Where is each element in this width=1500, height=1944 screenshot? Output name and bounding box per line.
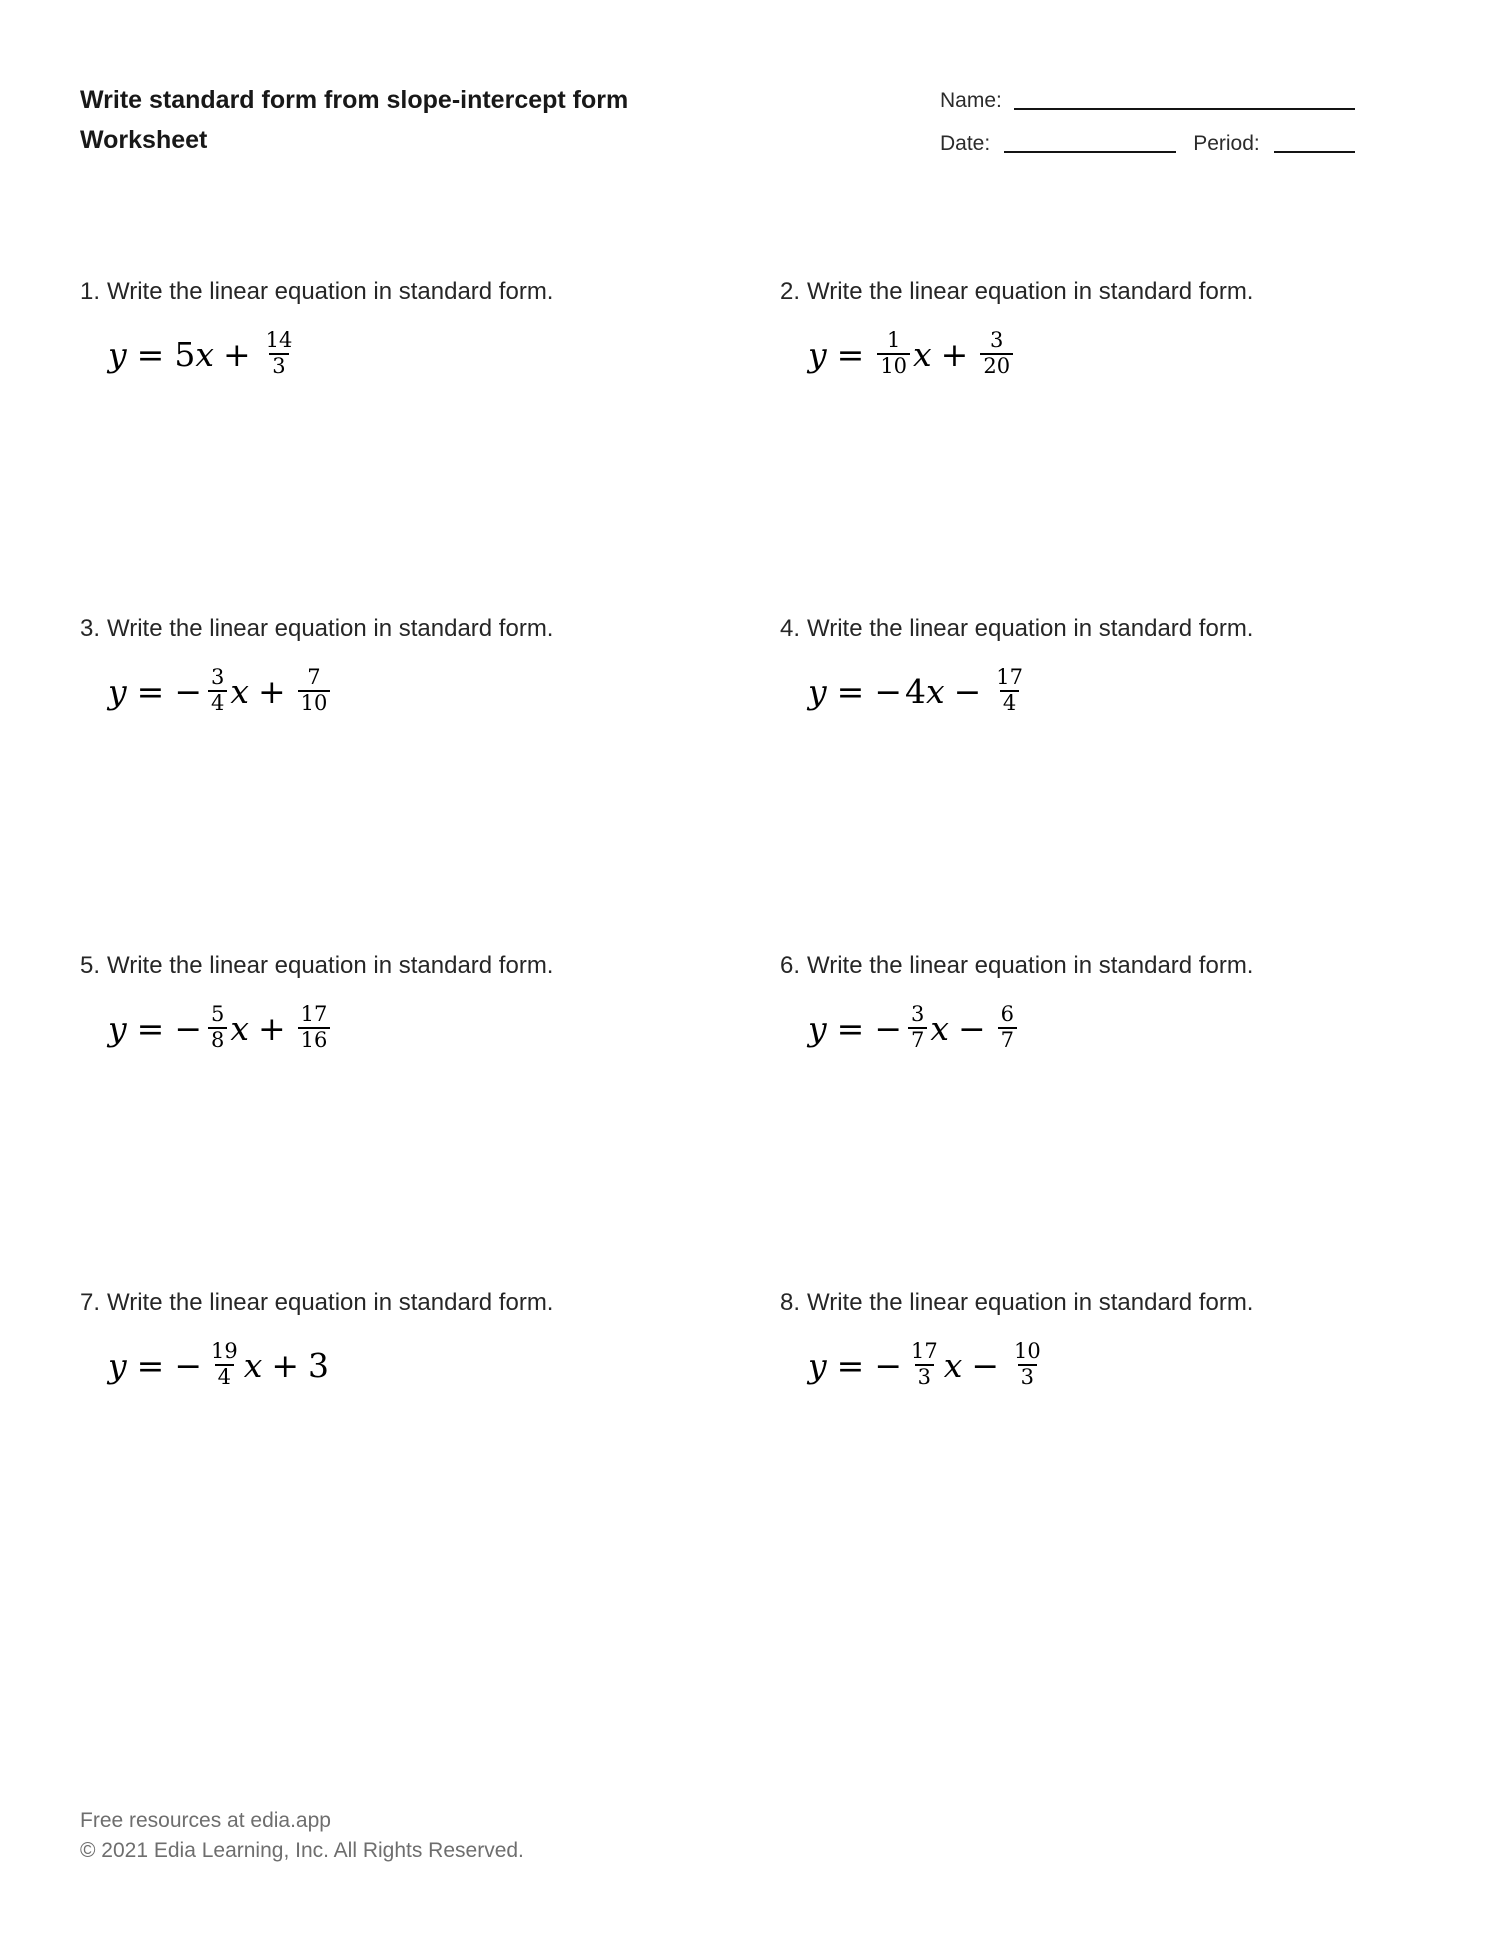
problem-prompt: [80, 1288, 780, 1318]
math-token: x: [943, 1345, 963, 1385]
math-token: −: [874, 1345, 902, 1385]
math-token: 3: [307, 1345, 329, 1385]
problem-equation: [808, 1339, 1420, 1391]
problem-prompt-text: Write the linear equation in standard form.: [107, 1289, 554, 1316]
math-token: −: [874, 671, 902, 711]
math-token: y: [108, 1008, 127, 1048]
problem: [780, 277, 1420, 614]
math-token: +: [222, 334, 251, 374]
math-token: −: [174, 671, 202, 711]
math-token: −: [874, 1008, 902, 1048]
fraction: $\frac{6}{7}$: [998, 1003, 1017, 1052]
fraction: $\frac{19}{4}$: [210, 1339, 238, 1389]
problem-prompt: [80, 614, 780, 644]
problem-prompt: [80, 951, 780, 981]
math-token: −: [174, 1008, 202, 1048]
problem-prompt-text: Write the linear equation in standard form.: [807, 615, 1254, 642]
problem-prompt-text: Write the linear equation in standard form.: [107, 952, 554, 979]
problem-prompt: [80, 277, 780, 307]
math-token: y: [108, 671, 127, 711]
problem-number: 6.: [780, 952, 801, 979]
math-token: =: [136, 1008, 165, 1048]
math-token: +: [257, 1008, 286, 1048]
problem: [80, 614, 780, 951]
footer-copyright-line: © 2021 Edia Learning, Inc. All Rights Reserved.: [80, 1839, 524, 1862]
problem-number: 4.: [780, 615, 801, 642]
math-token: =: [836, 1008, 865, 1048]
date-blank-line: [1004, 151, 1176, 153]
name-blank-line: [1014, 108, 1355, 110]
math-token: y: [808, 334, 827, 374]
problem-prompt-text: Write the linear equation in standard form.: [107, 615, 554, 642]
period-label: Period:: [1193, 132, 1260, 155]
problem-prompt: [780, 951, 1420, 981]
problem: [780, 614, 1420, 951]
problem-prompt-text: Write the linear equation in standard form.: [807, 278, 1254, 305]
problem-prompt: [780, 614, 1420, 644]
math-token: +: [271, 1345, 299, 1385]
problem-equation: [108, 665, 780, 717]
problem-number: 3.: [80, 615, 101, 642]
fraction: $\frac{14}{3}$: [265, 328, 293, 378]
math-token: x: [925, 671, 945, 711]
math-token: x: [243, 1345, 263, 1385]
fraction: $\frac{7}{10}$: [298, 666, 331, 715]
math-token: y: [808, 671, 827, 711]
math-token: x: [230, 671, 249, 711]
problem: [780, 951, 1420, 1288]
problem-number: 7.: [80, 1289, 101, 1316]
problem-prompt-text: Write the linear equation in standard form.: [107, 278, 554, 305]
math-token: x: [195, 334, 214, 374]
math-token: =: [136, 671, 165, 711]
problem-prompt-text: Write the linear equation in standard form.: [807, 952, 1254, 979]
fraction: $\frac{17}{16}$: [298, 1003, 331, 1052]
problem: [80, 951, 780, 1288]
math-token: +: [940, 334, 969, 374]
math-token: =: [136, 1345, 165, 1385]
name-field-row: [940, 86, 1355, 114]
worksheet-title-line1: Write standard form from slope-intercept form: [80, 86, 629, 114]
math-token: y: [808, 1345, 827, 1385]
worksheet-title: [80, 80, 628, 160]
math-token: +: [257, 671, 286, 711]
problem-equation: [108, 1339, 780, 1391]
problem-equation: [808, 1002, 1420, 1054]
header-fields: [940, 86, 1355, 157]
problem: [780, 1288, 1420, 1625]
problem-number: 1.: [80, 278, 101, 305]
math-token: y: [808, 1008, 827, 1048]
name-label: Name:: [940, 89, 1002, 112]
fraction: $\frac{3}{4}$: [208, 666, 227, 715]
math-token: x: [913, 334, 932, 374]
problem-equation: [808, 328, 1420, 380]
math-token: 4: [904, 671, 926, 711]
period-blank-line: [1274, 151, 1355, 153]
problem-equation: [108, 1002, 780, 1054]
math-token: =: [836, 671, 865, 711]
problem-equation: [108, 328, 780, 380]
math-token: −: [957, 1008, 986, 1048]
math-token: −: [174, 1345, 202, 1385]
fraction: $\frac{3}{7}$: [908, 1003, 927, 1052]
math-token: y: [108, 1345, 127, 1385]
problem: [80, 277, 780, 614]
problem-prompt-text: Write the linear equation in standard form.: [807, 1289, 1254, 1316]
date-label: Date:: [940, 132, 991, 155]
problem-number: 8.: [780, 1289, 801, 1316]
math-token: x: [930, 1008, 949, 1048]
problem-prompt: [780, 1288, 1420, 1318]
math-token: 5: [174, 334, 196, 374]
fraction: $\frac{5}{8}$: [208, 1003, 227, 1052]
fraction: $\frac{1}{10}$: [877, 329, 910, 378]
page-footer: [80, 1806, 524, 1866]
problem-prompt: [780, 277, 1420, 307]
fraction: $\frac{10}{3}$: [1013, 1339, 1041, 1389]
date-period-field-row: [940, 129, 1355, 157]
problems-grid: [80, 277, 1420, 1625]
problem-equation: [808, 665, 1420, 717]
math-token: −: [971, 1345, 999, 1385]
footer-resources-line: Free resources at edia.app: [80, 1809, 331, 1832]
fraction: $\frac{17}{4}$: [996, 665, 1023, 715]
math-token: −: [953, 671, 982, 711]
math-token: x: [230, 1008, 249, 1048]
math-token: =: [836, 1345, 865, 1385]
problem: [80, 1288, 780, 1625]
fraction: $\frac{17}{3}$: [910, 1339, 938, 1389]
problem-number: 2.: [780, 278, 801, 305]
math-token: =: [836, 334, 865, 374]
math-token: =: [136, 334, 165, 374]
worksheet-title-line2: Worksheet: [80, 126, 208, 154]
math-token: y: [108, 334, 127, 374]
problem-number: 5.: [80, 952, 101, 979]
fraction: $\frac{3}{20}$: [980, 329, 1013, 378]
